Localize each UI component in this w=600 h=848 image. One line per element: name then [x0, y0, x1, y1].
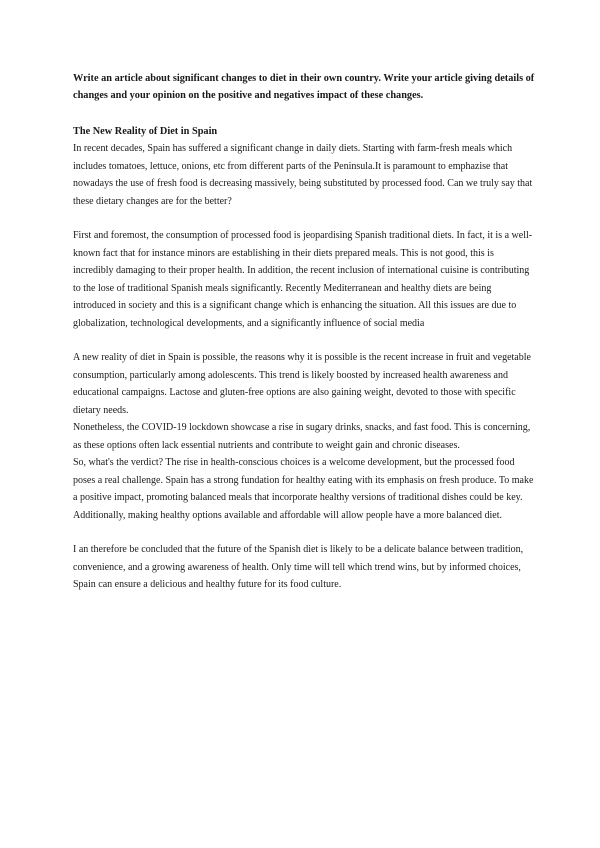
paragraph-verdict: So, what's the verdict? The rise in health-conscious choices is a welcome development, but the processed food poses a real challenge. Spain has a strong fundation for healthy eating with its emphasis on fresh produce. To make a positive impact, promoting balanced meals that incorporate healthy versions of traditional dishes could be key. Additionally, making healthy options available and affordable will allow people have a more balanced diet. [73, 457, 534, 521]
article-title: The New Reality of Diet in Spain [73, 126, 218, 137]
document-page [73, 70, 535, 594]
paragraph-intro: In recent decades, Spain has suffered a significant change in daily diets. Starting with farm-fresh meals which includes tomatoes, lettuce, onions, etc from different parts of the Peninsula.It is paramount to emphazise that nowadays the use of fresh food is decreasing massively, being substituted by processed food. Can we truly say that these dietary changes are for the better? [73, 143, 533, 207]
paragraph-covid: Nonetheless, the COVID-19 lockdown showcase a rise in sugary drinks, snacks, and fast food. This is concerning, as these options often lack essential nutrients and contribute to weight gain and chronic diseases. [73, 422, 531, 451]
paragraph-new-reality: A new reality of diet in Spain is possible, the reasons why it is possible is the recent increase in fruit and vegetable consumption, particularly among adolescents. This trend is likely boosted by increased health awareness and educational campaigns. Lactose and gluten-free options are also gaining weight, devoted to those with specific dietary needs. [73, 352, 531, 416]
assignment-prompt: Write an article about significant changes to diet in their own country. Write your article giving details of changes and your opinion on the positive and negatives impact of these changes. [73, 73, 535, 101]
paragraph-conclusion: I an therefore be concluded that the future of the Spanish diet is likely to be a delicate balance between tradition, convenience, and a growing awareness of health. Only time will tell which trend wins, but by informed choices, Spain can ensure a delicious and healthy future for its food culture. [73, 544, 524, 590]
paragraph-processed-food: First and foremost, the consumption of processed food is jeopardising Spanish traditional diets. In fact, it is a well-known fact that for instance minors are establishing in their diets prepared meals. This is not good, this is incredibly damaging to their proper health. In addition, the recent inclusion of international cuisine is contributing to the lose of traditional Spanish meals significantly. Recently Mediterranean and healthy diets are being introduced in society and this is a significant change which is enhancing the situation. All this issues are due to globalization, technological developments, and a significantly influence of social media [73, 230, 533, 329]
